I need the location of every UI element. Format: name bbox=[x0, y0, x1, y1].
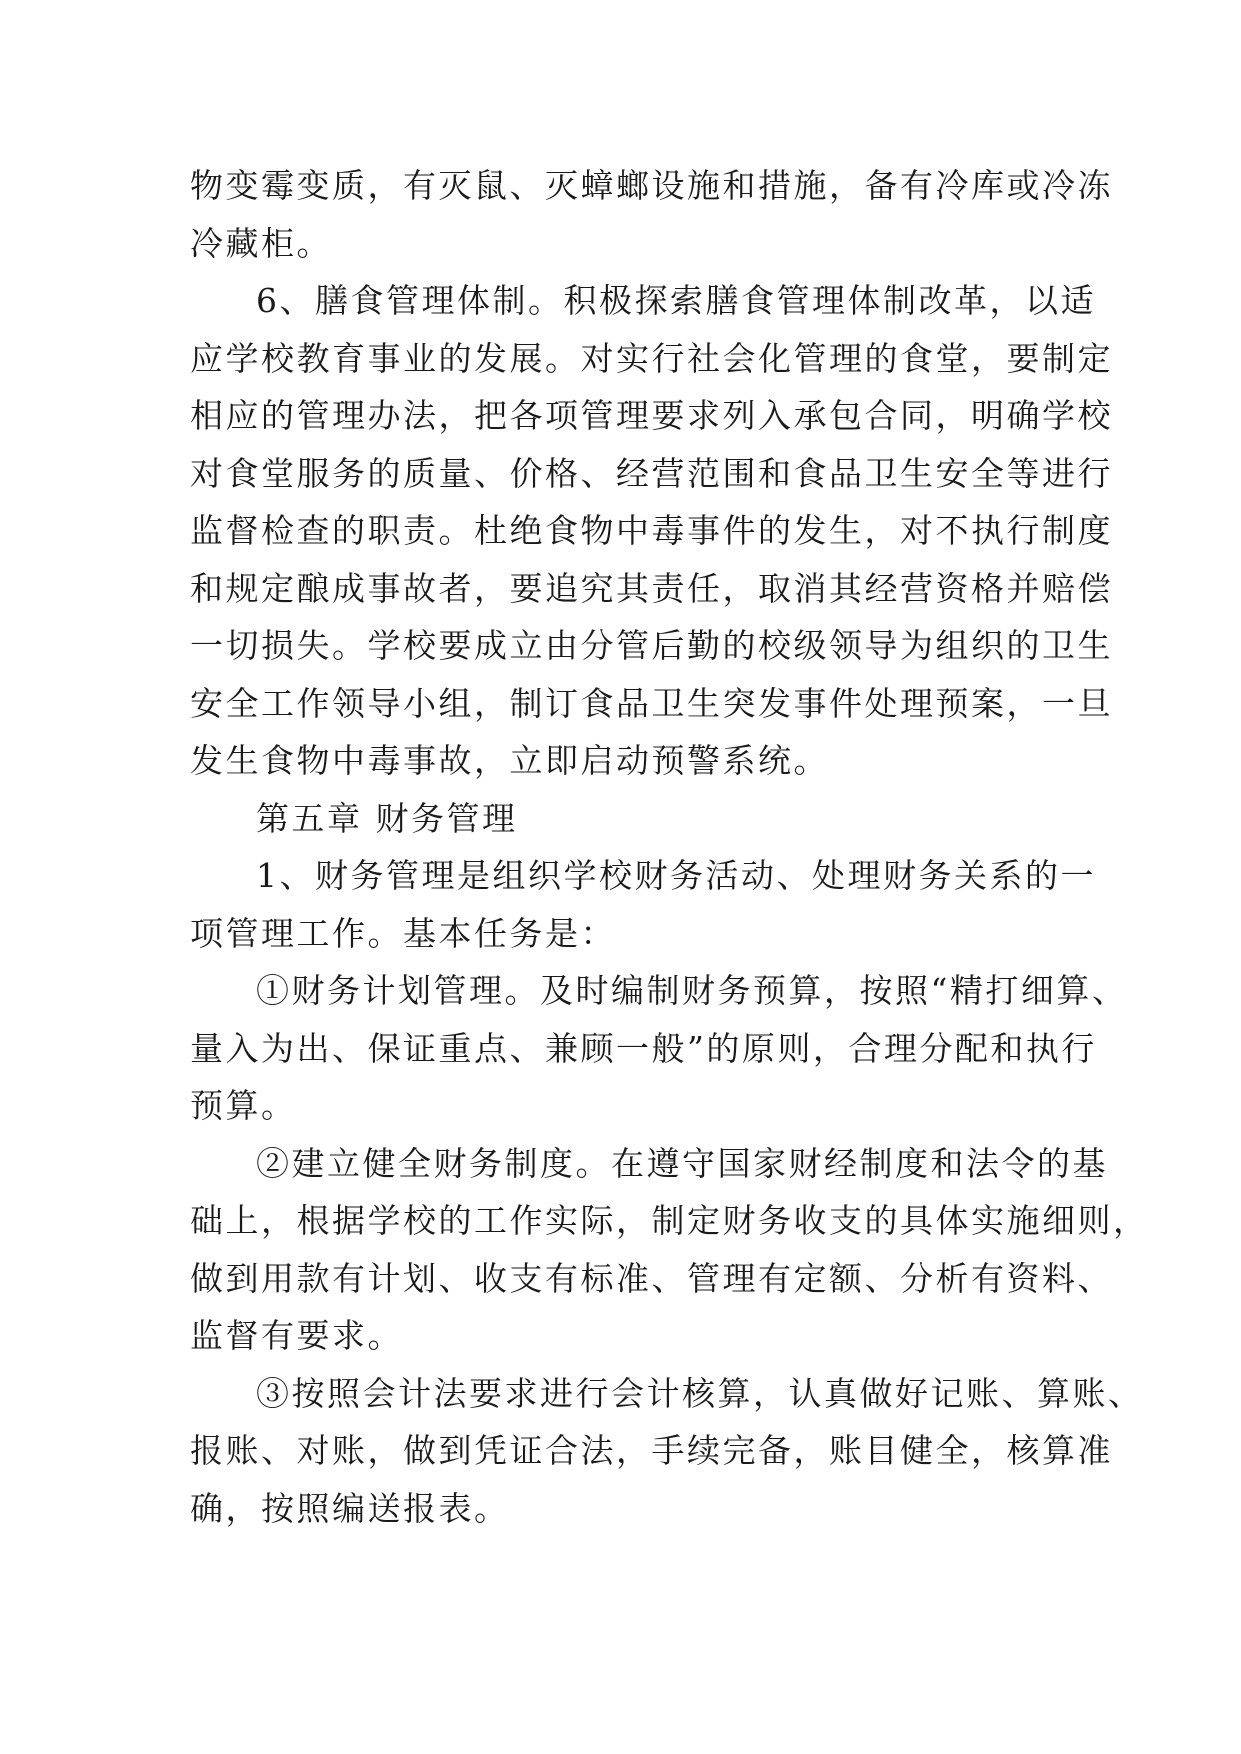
text-line: ②建立健全财务制度。在遵守国家财经制度和法令的基 bbox=[256, 1143, 1108, 1183]
text-line: 础上，根据学校的工作实际，制定财务收支的具体实施细则， bbox=[190, 1201, 1149, 1240]
text-line: 1、财务管理是组织学校财务活动、处理财务关系的一 bbox=[256, 856, 1096, 895]
text-line: 对食堂服务的质量、价格、经营范围和食品卫生安全等进行 bbox=[190, 453, 1113, 493]
text-line: 做到用款有计划、收支有标准、管理有定额、分析有资料、 bbox=[190, 1258, 1113, 1298]
text-line: 预算。 bbox=[190, 1086, 297, 1125]
text-line: 监督检查的职责。杜绝食物中毒事件的发生，对不执行制度 bbox=[190, 511, 1113, 550]
text-line: 6、膳食管理体制。积极探索膳食管理体制改革，以适 bbox=[256, 281, 1096, 320]
text-line: 项管理工作。基本任务是： bbox=[190, 913, 616, 953]
text-line: 应学校教育事业的发展。对实行社会化管理的食堂，要制定 bbox=[190, 338, 1113, 378]
text-line: 物变霉变质，有灭鼠、灭蟑螂设施和措施，备有冷库或冷冻 bbox=[190, 166, 1113, 205]
text-line: 和规定酿成事故者，要追究其责任，取消其经营资格并赔偿 bbox=[190, 568, 1113, 608]
text-line: ③按照会计法要求进行会计核算，认真做好记账、算账、 bbox=[256, 1373, 1144, 1413]
document-body bbox=[190, 157, 1149, 1537]
text-line: ①财务计划管理。及时编制财务预算，按照“精打细算、 bbox=[256, 971, 1128, 1010]
text-line: 相应的管理办法，把各项管理要求列入承包合同，明确学校 bbox=[190, 396, 1113, 435]
text-line: 安全工作领导小组，制订食品卫生突发事件处理预案，一旦 bbox=[190, 683, 1113, 723]
chapter-heading: 第五章 财务管理 bbox=[256, 798, 518, 838]
text-line: 冷藏柜。 bbox=[190, 223, 332, 263]
text-line: 确，按照编送报表。 bbox=[190, 1488, 510, 1528]
text-line: 报账、对账，做到凭证合法，手续完备，账目健全，核算准 bbox=[190, 1431, 1113, 1470]
text-line: 量入为出、保证重点、兼顾一般”的原则，合理分配和执行 bbox=[190, 1028, 1097, 1068]
text-line: 一切损失。学校要成立由分管后勤的校级领导为组织的卫生 bbox=[190, 626, 1113, 665]
text-line: 发生食物中毒事故，立即启动预警系统。 bbox=[190, 741, 829, 780]
text-line: 监督有要求。 bbox=[190, 1316, 403, 1355]
